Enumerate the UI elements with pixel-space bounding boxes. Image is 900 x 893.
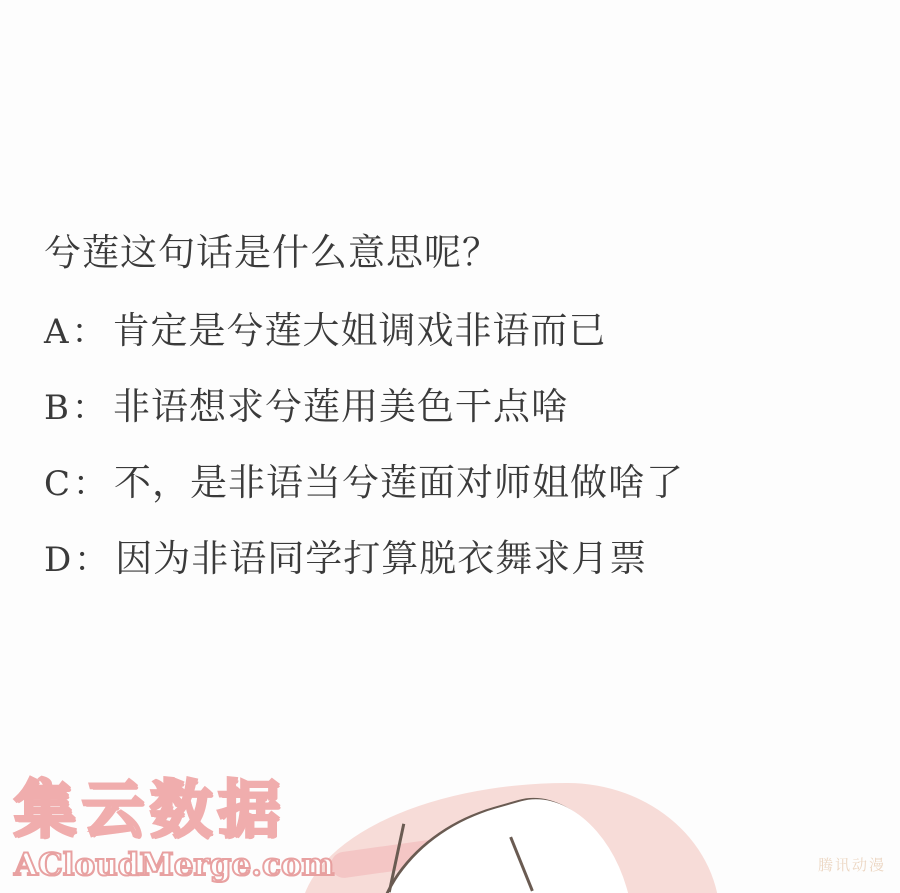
option-key: B bbox=[44, 387, 70, 428]
quiz-option-d[interactable] bbox=[44, 534, 874, 584]
option-colon: ： bbox=[74, 539, 110, 580]
watermark-latin-text: ACloudMerge.com bbox=[14, 847, 335, 883]
quiz-option-a[interactable] bbox=[44, 306, 874, 356]
option-colon: ： bbox=[72, 387, 107, 428]
option-key: C bbox=[44, 463, 72, 504]
option-label: 非语想求兮莲用美色干点啥 bbox=[113, 384, 569, 428]
quiz-option-b[interactable] bbox=[44, 382, 874, 432]
comic-artwork bbox=[0, 743, 900, 893]
quiz-question: 兮莲这句话是什么意思呢？ bbox=[44, 231, 500, 274]
quiz-block bbox=[44, 228, 874, 610]
quiz-option-c[interactable] bbox=[44, 458, 874, 508]
option-key: D bbox=[44, 539, 73, 580]
publisher-logo: 腾讯动漫 bbox=[817, 856, 886, 874]
option-key: A bbox=[44, 311, 70, 352]
option-colon: ： bbox=[71, 311, 107, 352]
option-label: 不，是非语当兮莲面对师姐做啥了 bbox=[114, 460, 685, 504]
option-label: 肯定是兮莲大姐调戏非语而已 bbox=[112, 308, 607, 352]
option-colon: ： bbox=[73, 463, 109, 504]
option-label: 因为非语同学打算脱衣舞求月票 bbox=[115, 536, 648, 580]
watermark-chinese-text: 集云数据 bbox=[14, 773, 287, 846]
